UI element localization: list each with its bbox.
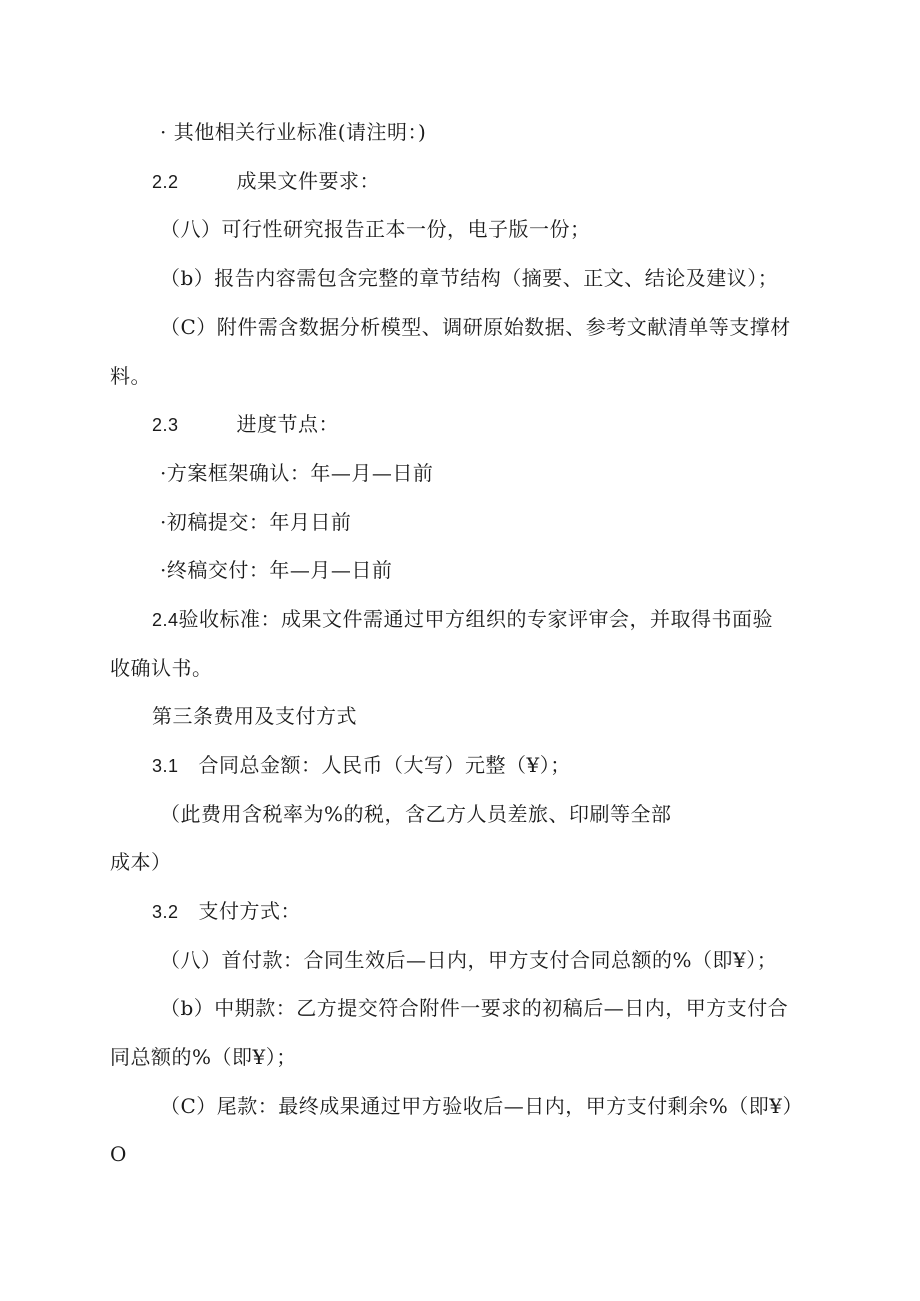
section-number: 3.2: [152, 902, 179, 922]
article-3-heading: 第三条费用及支付方式: [152, 704, 357, 728]
section-2-4-acceptance: [152, 606, 773, 633]
section-text: 验收标准：成果文件需通过甲方组织的专家评审会，并取得书面验: [178, 607, 774, 631]
payment-final: （C）尾款：最终成果通过甲方验收后—日内，甲方支付剩余%（即¥）: [160, 1094, 804, 1118]
payment-middle: （b）中期款：乙方提交符合附件一要求的初稿后—日内，甲方支付合: [160, 996, 789, 1020]
deliverable-item-b: （b）报告内容需包含完整的章节结构（摘要、正文、结论及建议）；: [160, 266, 779, 290]
deliverable-item-a: （八）可行性研究报告正本一份，电子版一份；: [160, 217, 591, 241]
section-number: 2.4: [152, 610, 179, 630]
section-number: 3.1: [152, 756, 179, 776]
section-2-4-continued: 收确认书。: [110, 656, 213, 680]
section-2-2-heading: [152, 168, 380, 195]
milestone-framework: ·方案框架确认：年—月—日前: [160, 461, 434, 485]
payment-middle-continued: 同总额的%（即¥）；: [110, 1045, 297, 1069]
tax-note: （此费用含税率为%的税，含乙方人员差旅、印刷等全部: [160, 802, 672, 826]
section-3-2-heading: [152, 898, 301, 925]
milestone-draft: ·初稿提交：年月日前: [160, 510, 352, 534]
deliverable-item-c: （C）附件需含数据分析模型、调研原始数据、参考文献清单等支撑材: [160, 315, 791, 339]
section-3-1-total-amount: [152, 752, 571, 779]
section-number: 2.3: [152, 415, 179, 435]
payment-final-continued: O: [110, 1142, 127, 1166]
payment-first: （八）首付款：合同生效后—日内，甲方支付合同总额的%（即¥）；: [160, 948, 778, 972]
section-title: 进度节点：: [236, 412, 340, 436]
bullet-other-standards: · 其他相关行业标准(请注明：): [160, 120, 427, 144]
section-text: 合同总金额：人民币（大写）元整（¥）；: [198, 753, 571, 777]
deliverable-item-c-continued: 料。: [110, 364, 151, 388]
section-title: 支付方式：: [198, 899, 302, 923]
section-2-3-heading: [152, 411, 339, 438]
section-title: 成果文件要求：: [236, 169, 381, 193]
tax-note-continued: 成本）: [110, 850, 172, 874]
section-number: 2.2: [152, 172, 179, 192]
milestone-final: ·终稿交付：年—月—日前: [160, 558, 393, 582]
